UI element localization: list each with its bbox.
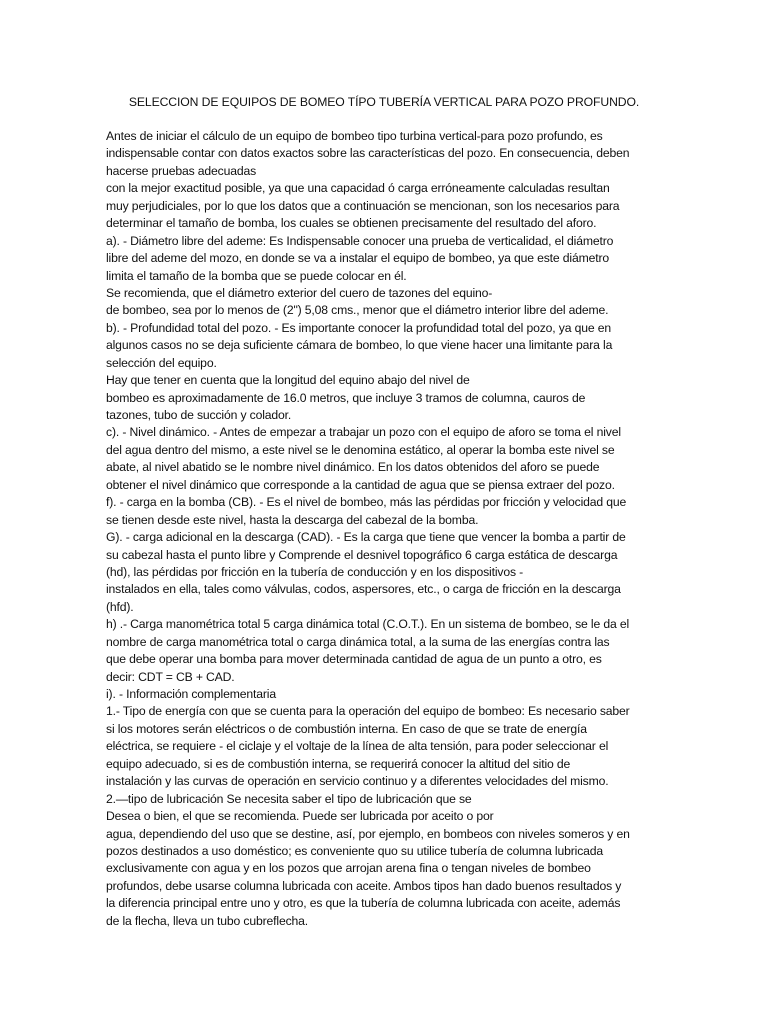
text-line: hacerse pruebas adecuadas: [106, 163, 257, 178]
document-body: [106, 128, 666, 930]
text-line: bombeo es aproximadamente de 16.0 metros, que incluye 3 tramos de columna, cauros de: [106, 390, 586, 405]
text-line: si los motores serán eléctricos o de combustión interna. En caso de que se trate de energía: [106, 721, 587, 736]
text-line: (hd), las pérdidas por fricción en la tubería de conducción y en los dispositivos -: [106, 564, 524, 579]
text-line: (hfd).: [106, 599, 134, 614]
text-line: se tienen desde este nivel, hasta la descarga del cabezal de la bomba.: [106, 512, 479, 527]
text-line: determinar el tamaño de bomba, los cuales se obtienen precisamente del resultado del aforo.: [106, 216, 597, 231]
text-line: agua, dependiendo del uso que se destine, así, por ejemplo, en bombeos con niveles someros y en: [106, 826, 630, 841]
text-line: G). - carga adicional en la descarga (CAD). - Es la carga que tiene que vencer la bomba a partir de: [106, 530, 626, 545]
text-line: Desea o bien, el que se recomienda. Puede ser lubricada por aceito o por: [106, 809, 494, 824]
text-line: que debe operar una bomba para mover determinada cantidad de agua de un punto a otro, es: [106, 652, 602, 667]
text-line: abate, al nivel abatido se le nombre nivel dinámico. En los datos obtenidos del aforo se puede: [106, 460, 600, 475]
text-line: b). - Profundidad total del pozo. - Es importante conocer la profundidad total del pozo, ya que en: [106, 320, 611, 335]
text-line: i). - Información complementaria: [106, 687, 276, 701]
text-line: selección del equipo.: [106, 355, 217, 370]
text-line: tazones, tubo de succión y colador.: [106, 408, 292, 422]
text-line: su cabezal hasta el punto libre y Comprende el desnivel topográfico 6 carga estática de descarga: [106, 547, 618, 562]
text-line: algunos casos no se deja suficiente cámara de bombeo, lo que viene hacer una limitante para la: [106, 338, 613, 353]
text-line: Hay que tener en cuenta que la longitud del equino abajo del nivel de: [106, 373, 470, 388]
text-line: profundos, debe usarse columna lubricada con aceite. Ambos tipos han dado buenos resultados y: [106, 878, 622, 893]
text-line: del agua dentro del mismo, a este nivel se le denomina estático, al operar la bomba este nivel se: [106, 442, 615, 457]
text-line: a). - Diámetro libre del ademe: Es Indispensable conocer una prueba de verticalidad, el diámetro: [106, 233, 614, 248]
text-line: de bombeo, sea por lo menos de (2") 5,08 cms., menor que el diámetro interior libre del ademe.: [106, 303, 609, 318]
text-line: c). - Nivel dinámico. - Antes de empezar a trabajar un pozo con el equipo de aforo se toma el nivel: [106, 425, 621, 440]
text-line: eléctrica, se requiere - el ciclaje y el voltaje de la línea de alta tensión, para poder seleccionar el: [106, 739, 609, 754]
text-line: 1.- Tipo de energía con que se cuenta para la operación del equipo de bombeo: Es necesario saber: [106, 704, 630, 719]
text-line: de la flecha, lleva un tubo cubreflecha.: [106, 913, 309, 928]
text-line: limita el tamaño de la bomba que se puede colocar en él.: [106, 268, 407, 283]
text-line: Antes de iniciar el cálculo de un equipo de bombeo tipo turbina vertical-para pozo profundo, es: [106, 129, 603, 143]
document-title: SELECCION DE EQUIPOS DE BOMEO TÍPO TUBERÍA VERTICAL PARA POZO PROFUNDO.: [128, 95, 640, 109]
text-line: equipo adecuado, si es de combustión interna, se requerirá conocer la altitud del sitio de: [106, 756, 571, 771]
text-line: instalación y las curvas de operación en servicio continuo y a diferentes velocidades del mismo.: [106, 774, 609, 789]
text-line: nombre de carga manométrica total o carga dinámica total, a la suma de las energías contra las: [106, 634, 610, 649]
text-line: con la mejor exactitud posible, ya que una capacidad ó carga erróneamente calculadas resultan: [106, 181, 610, 196]
text-line: muy perjudiciales, por lo que los datos que a continuación se mencionan, son los necesarios para: [106, 198, 620, 213]
text-line: Se recomienda, que el diámetro exterior del cuero de tazones del equino-: [106, 285, 493, 300]
text-line: pozos destinados a uso doméstico; es conveniente quo su utilice tubería de columna lubricada: [106, 843, 604, 858]
text-line: indispensable contar con datos exactos sobre las características del pozo. En consecuencia, deben: [106, 146, 630, 161]
text-line: f). - carga en la bomba (CB). - Es el nivel de bombeo, más las pérdidas por fricción y velocidad que: [106, 495, 627, 510]
text-line: libre del ademe del mozo, en donde se va a instalar el equipo de bombeo, ya que este diámetro: [106, 251, 609, 266]
text-line: decir: CDT = CB + CAD.: [106, 669, 235, 684]
text-line: instalados en ella, tales como válvulas, codos, aspersores, etc., o carga de fricción en la descarga: [106, 582, 621, 597]
text-line: 2.—tipo de lubricación Se necesita saber el tipo de lubricación que se: [106, 791, 472, 806]
text-line: exclusivamente con agua y en los pozos que arrojan arena fina o tengan niveles de bombeo: [106, 861, 591, 876]
text-line: obtener el nivel dinámico que corresponde a la cantidad de agua que se piensa extraer del pozo.: [106, 477, 615, 492]
text-line: h) .- Carga manométrica total 5 carga dinámica total (C.O.T.). En un sistema de bombeo, se le da el: [106, 617, 629, 632]
text-line: la diferencia principal entre uno y otro, es que la tubería de columna lubricada con aceite, además: [106, 896, 621, 911]
